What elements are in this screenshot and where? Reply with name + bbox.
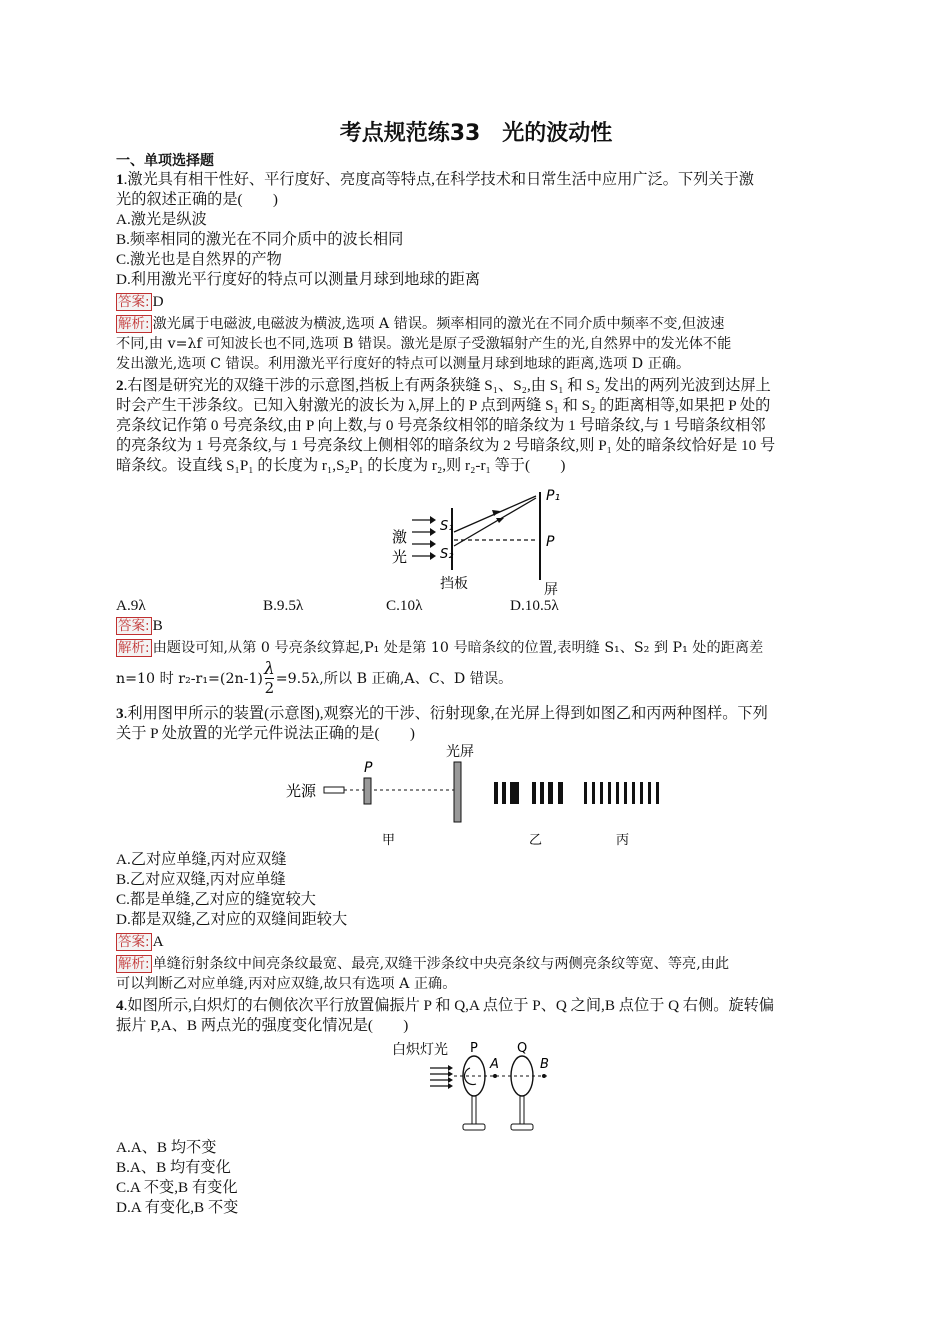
laser-label-2: 光 — [392, 548, 408, 566]
analysis-tag: 解析: — [118, 316, 150, 332]
q2-option-c: C.10λ — [386, 597, 423, 614]
stand-q — [520, 1096, 524, 1124]
fraction: $\frac{\lambda}{2}$ — [263, 659, 275, 697]
q3-option-c: C.都是单缝,乙对应的缝宽较大 — [116, 891, 316, 908]
q2-stem-line-1: 2.右图是研究光的双缝干涉的示意图,挡板上有两条狭缝 S₁、S₂,由 S₁ 和 S₂ 发出的两列光波到达屏上 — [116, 377, 771, 394]
q2-analysis-line-1: 解析: 由题设可知,从第 0 号亮条纹算起,P₁ 处是第 10 号暗条纹的位置,表明缝 S₁、S₂ 到 P₁ 处的距离差 — [118, 640, 764, 656]
q3-option-b: B.乙对应双缝,丙对应单缝 — [116, 871, 286, 888]
q1-stem-line-1: 1.激光具有相干性好、平行度好、亮度高等特点,在科学技术和日常生活中应用广泛。下列关于激 — [116, 171, 754, 188]
polarizer-diagram — [390, 1038, 570, 1138]
screen-label: 光屏 — [446, 744, 474, 760]
light-screen — [454, 762, 461, 822]
q3-analysis-line-1: 解析: 单缝衍射条纹中间亮条纹最宽、最亮,双缝干涉条纹中央亮条纹与两侧亮条纹等宽、等亮,由此 — [118, 956, 730, 972]
q1-option-b: B.频率相同的激光在不同介质中的波长相同 — [116, 231, 404, 248]
q1-analysis-line-2: 不同,由 v=λf 可知波长也不同,选项 B 错误。激光是原子受激辐射产生的光,自然界中的发光体不能 — [116, 336, 732, 352]
screen-label: 屏 — [544, 582, 558, 596]
q2-stem-line-3: 亮条纹记作第 0 号亮条纹,由 P 向上数,与 0 号亮条纹相邻的暗条纹为 1 号暗条纹,与 1 号暗条纹相邻 — [116, 417, 766, 434]
q2-stem-line-4: 的亮条纹为 1 号亮条纹,与 1 号亮条纹上侧相邻的暗条纹为 2 号暗条纹,则 P₁ 处的暗条纹恰好是 10 号 — [116, 437, 776, 454]
q2-stem-line-2: 时会产生干涉条纹。已知入射激光的波长为 λ,屏上的 P 点到两缝 S₁ 和 S₂ 的距离相等,如果把 P 处的 — [116, 397, 771, 414]
base-p — [463, 1124, 485, 1130]
q1-option-d: D.利用激光平行度好的特点可以测量月球到地球的距离 — [116, 271, 481, 288]
q3-answer: 答案: A — [118, 933, 164, 950]
answer-tag: 答案: — [118, 618, 150, 634]
barrier-label: 挡板 — [440, 576, 468, 592]
q1-analysis-line-1: 解析: 激光属于电磁波,电磁波为横波,选项 A 错误。频率相同的激光在不同介质中频率不变,但波速 — [118, 316, 725, 332]
q1-option-a: A.激光是纵波 — [116, 211, 207, 228]
q4-option-d: D.A 有变化,B 不变 — [116, 1199, 239, 1216]
ray-s2-p1 — [454, 498, 536, 546]
p-label: P — [470, 1041, 478, 1056]
optical-element-p — [364, 778, 371, 804]
bing-label: 丙 — [616, 833, 630, 848]
q3-option-a: A.乙对应单缝,丙对应双缝 — [116, 851, 287, 868]
analysis-tag: 解析: — [118, 640, 150, 656]
q-label: Q — [517, 1041, 528, 1056]
pattern-bing — [584, 782, 659, 804]
pattern-yi — [494, 782, 563, 804]
interference-setup-diagram — [286, 740, 666, 852]
answer-tag: 答案: — [118, 294, 150, 310]
jia-label: 甲 — [382, 833, 396, 848]
q1-option-c: C.激光也是自然界的产物 — [116, 251, 282, 268]
laser-label-1: 激 — [392, 528, 408, 546]
q1-analysis-line-3: 发出激光,选项 C 错误。利用激光平行度好的特点可以测量月球到地球的距离,选项 D 正确。 — [116, 356, 691, 372]
q2-option-a: A.9λ — [116, 597, 146, 614]
q3-stem-line-1: 3.利用图甲所示的装置(示意图),观察光的干涉、衍射现象,在光屏上得到如图乙和丙两种图样。下列 — [116, 705, 768, 722]
source-label: 光源 — [286, 782, 317, 800]
yi-label: 乙 — [529, 833, 543, 848]
q3-option-d: D.都是双缝,乙对应的双缝间距较大 — [116, 911, 348, 928]
analysis-tag: 解析: — [118, 956, 150, 972]
s2-label: S₂ — [440, 547, 454, 562]
point-a — [493, 1074, 497, 1078]
q4-option-c: C.A 不变,B 有变化 — [116, 1179, 238, 1196]
q3-analysis-line-2: 可以判断乙对应单缝,丙对应双缝,故只有选项 A 正确。 — [116, 976, 457, 992]
b-label: B — [540, 1057, 549, 1072]
q4-stem-line-2: 振片 P,A、B 两点光的强度变化情况是( ) — [116, 1017, 409, 1034]
p-label: P — [364, 760, 373, 776]
q2-option-d: D.10.5λ — [510, 597, 559, 614]
stand-p — [472, 1096, 476, 1124]
q4-option-a: A.A、B 均不变 — [116, 1139, 217, 1156]
q4-option-b: B.A、B 均有变化 — [116, 1159, 231, 1176]
base-q — [511, 1124, 533, 1130]
q3-stem-line-2: 关于 P 处放置的光学元件说法正确的是( ) — [116, 725, 415, 742]
s1-label: S₁ — [440, 519, 454, 534]
a-label: A — [490, 1057, 499, 1072]
p1-label: P₁ — [546, 488, 561, 504]
section-heading: 一、单项选择题 — [116, 153, 214, 169]
q2-answer: 答案: B — [118, 617, 163, 634]
double-slit-diagram — [388, 478, 588, 596]
q4-stem-line-1: 4.如图所示,白炽灯的右侧依次平行放置偏振片 P 和 Q,A 点位于 P、Q 之间,B 点位于 Q 右侧。旋转偏 — [116, 997, 775, 1014]
q2-stem-line-5: 暗条纹。设直线 S₁P₁ 的长度为 r₁,S₂P₁ 的长度为 r₂,则 r₂-r₁ 等于( ) — [116, 457, 566, 474]
page-title: 考点规范练33 光的波动性 — [339, 121, 613, 146]
point-b — [542, 1074, 546, 1078]
p-label: P — [546, 534, 555, 550]
q1-answer: 答案: D — [118, 293, 164, 310]
light-source — [324, 787, 344, 793]
q2-option-b: B.9.5λ — [263, 597, 304, 614]
lamp-label: 白炽灯光 — [392, 1042, 448, 1058]
answer-tag: 答案: — [118, 934, 150, 950]
q2-analysis-formula: n=10 时 r₂-r₁=(2n-1) $\frac{\lambda}{2}$ =9.5λ,所以 B 正确,A、C、D 错误。 — [116, 659, 513, 697]
q1-stem-line-2: 光的叙述正确的是( ) — [116, 191, 278, 208]
